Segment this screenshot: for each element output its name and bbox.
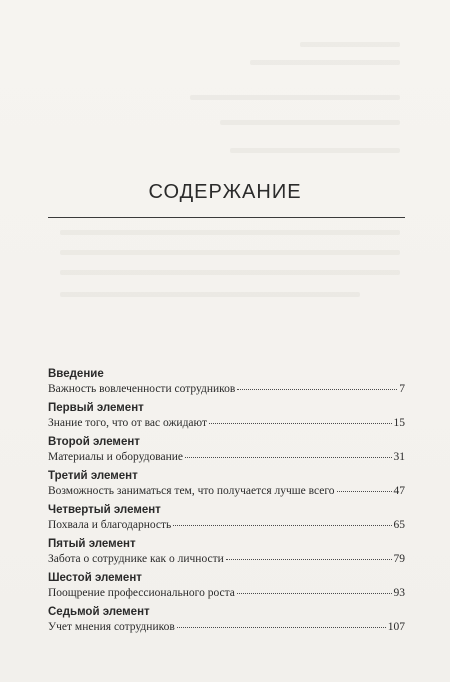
page-number: 31 bbox=[393, 451, 405, 463]
entry-label: Важность вовлеченности сотрудников bbox=[48, 383, 236, 395]
dot-leader bbox=[177, 617, 386, 628]
toc-entry bbox=[48, 483, 405, 499]
section-title: Четвертый элемент bbox=[48, 504, 161, 516]
section-title: Шестой элемент bbox=[48, 572, 142, 584]
dot-leader bbox=[173, 515, 391, 526]
dot-leader bbox=[226, 549, 392, 560]
title-divider bbox=[48, 217, 405, 218]
toc-section bbox=[48, 537, 405, 571]
toc-section bbox=[48, 605, 405, 639]
toc-section bbox=[48, 571, 405, 605]
entry-label: Знание того, что от вас ожидают bbox=[48, 417, 207, 429]
section-title: Седьмой элемент bbox=[48, 606, 150, 618]
toc-section bbox=[48, 401, 405, 435]
section-title: Первый элемент bbox=[48, 402, 144, 414]
dot-leader bbox=[209, 413, 392, 424]
entry-label: Забота о сотруднике как о личности bbox=[48, 553, 224, 565]
page-number: 65 bbox=[393, 519, 405, 531]
section-title: Пятый элемент bbox=[48, 538, 136, 550]
dot-leader bbox=[185, 447, 391, 458]
toc-entry bbox=[48, 517, 405, 533]
toc-section bbox=[48, 435, 405, 469]
entry-label: Учет мнения сотрудников bbox=[48, 621, 175, 633]
section-title: Третий элемент bbox=[48, 470, 138, 482]
toc-entry bbox=[48, 551, 405, 567]
toc-entry bbox=[48, 415, 405, 431]
toc-entry bbox=[48, 619, 405, 635]
page-number: 47 bbox=[393, 485, 405, 497]
section-title: Введение bbox=[48, 368, 104, 380]
toc-section bbox=[48, 367, 405, 401]
page-number: 15 bbox=[393, 417, 405, 429]
dot-leader bbox=[337, 481, 392, 492]
toc-entry bbox=[48, 381, 405, 397]
entry-label: Материалы и оборудование bbox=[48, 451, 184, 463]
toc-section bbox=[48, 469, 405, 503]
table-of-contents bbox=[48, 367, 405, 639]
entry-label: Возможность заниматься тем, что получается лучше всего bbox=[48, 485, 335, 497]
page-number: 93 bbox=[393, 587, 405, 599]
toc-section bbox=[48, 503, 405, 537]
section-title: Второй элемент bbox=[48, 436, 140, 448]
entry-label: Похвала и благодарность bbox=[48, 519, 172, 531]
dot-leader bbox=[237, 379, 397, 390]
page-number: 79 bbox=[393, 553, 405, 565]
entry-label: Поощрение профессионального роста bbox=[48, 587, 235, 599]
page-title: СОДЕРЖАНИЕ bbox=[148, 181, 302, 203]
toc-entry bbox=[48, 449, 405, 465]
page-number: 107 bbox=[387, 621, 405, 633]
dot-leader bbox=[237, 583, 392, 594]
toc-entry bbox=[48, 585, 405, 601]
page-number: 7 bbox=[399, 383, 405, 395]
